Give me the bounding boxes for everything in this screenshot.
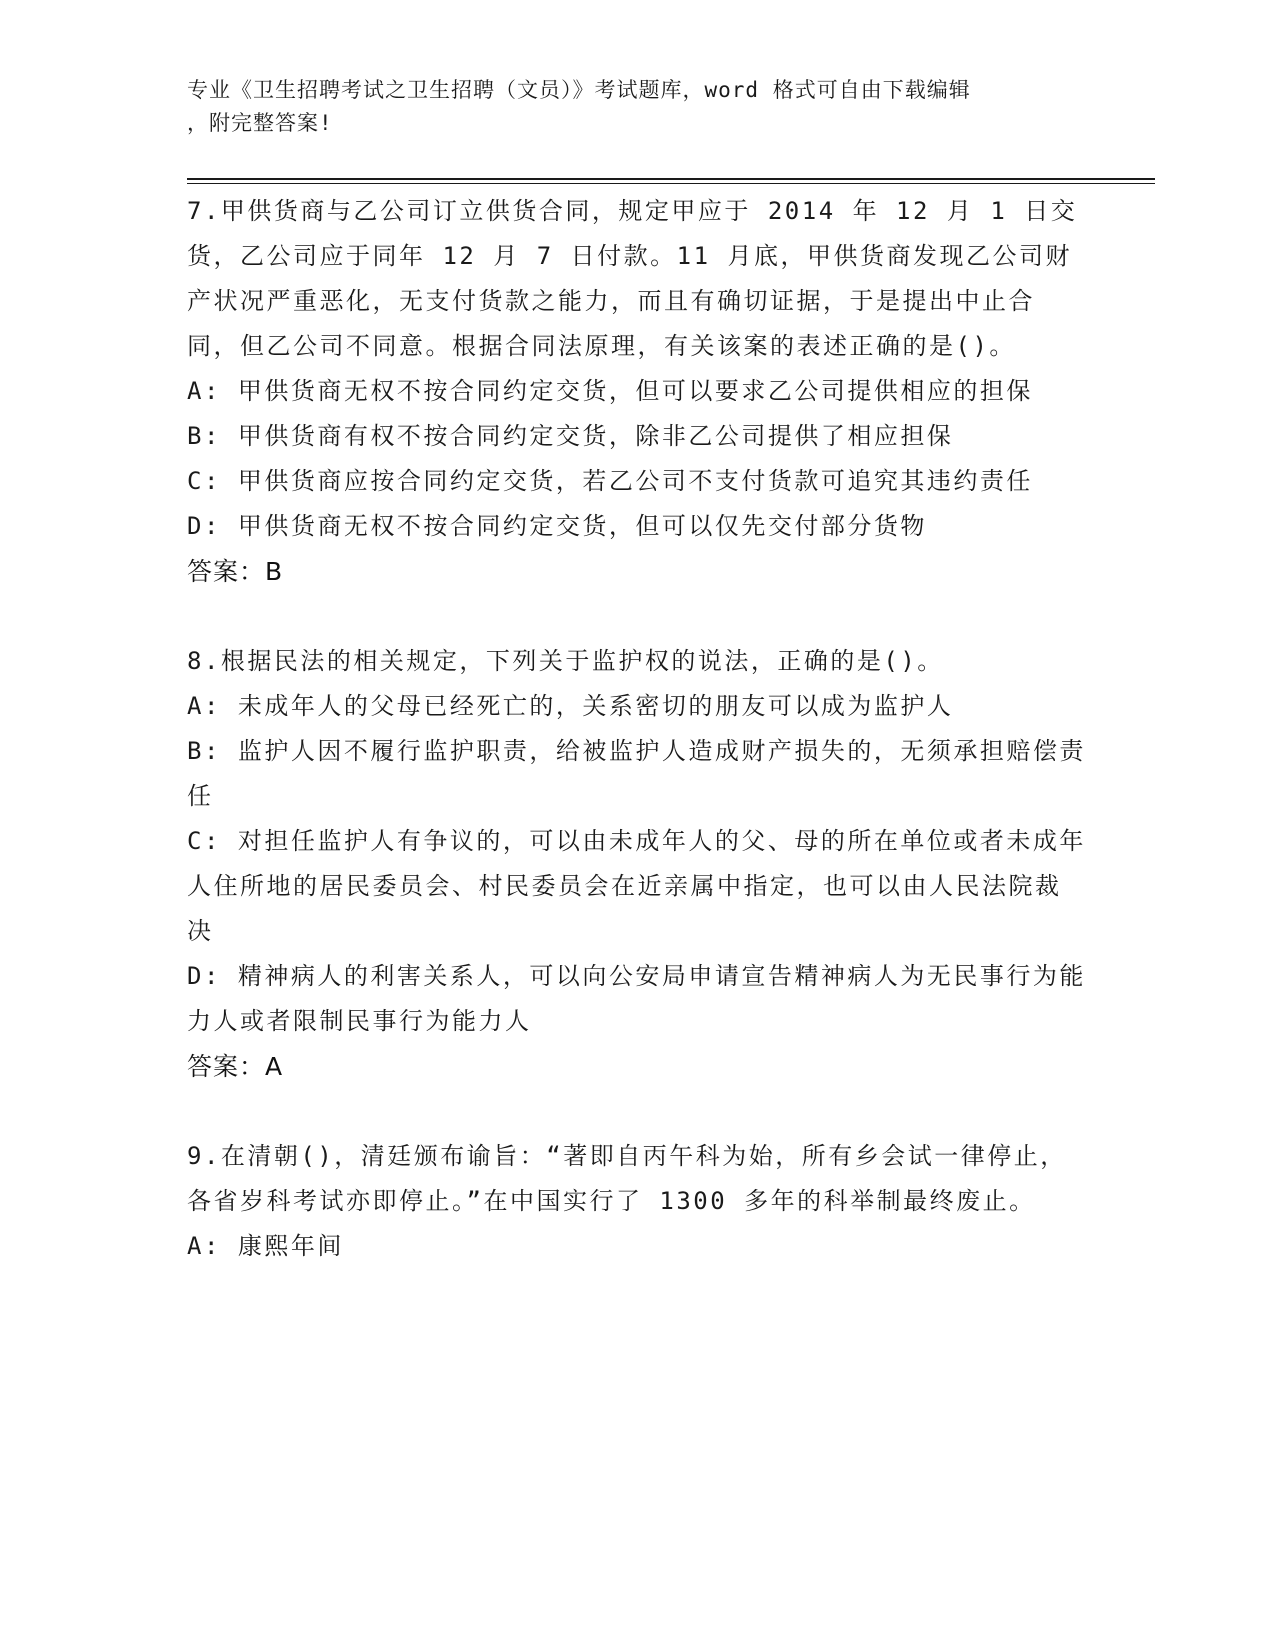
question-7: [187, 189, 1087, 594]
question-list: [187, 189, 1087, 1269]
question-stem: 7.甲供货商与乙公司订立供货合同，规定甲应于 2014 年 12 月 1 日交货，乙公司应于同年 12 月 7 日付款。11 月底，甲供货商发现乙公司财产状况严重恶化，无支付货款之能力，而且有确切证据，于是提出中止合同，但乙公司不同意。根据合同法原理，有关该案的表述正确的是()。: [187, 197, 1078, 360]
document-header: [187, 74, 1067, 140]
answer-label: 答案：A: [187, 1052, 284, 1081]
question-stem: 9.在清朝()，清廷颁布谕旨：“著即自丙午科为始，所有乡会试一律停止，各省岁科考试亦即停止。”在中国实行了 1300 多年的科举制最终废止。: [187, 1142, 1067, 1215]
answer-label: 答案：B: [187, 557, 284, 586]
option-d: D: 甲供货商无权不按合同约定交货，但可以仅先交付部分货物: [187, 512, 927, 540]
option-a: A: 康熙年间: [187, 1232, 344, 1260]
option-c: C: 对担任监护人有争议的，可以由未成年人的父、母的所在单位或者未成年人住所地的居民委员会、村民委员会在近亲属中指定，也可以由人民法院裁决: [187, 827, 1086, 945]
header-title-line-2: ，附完整答案!: [187, 111, 333, 135]
option-d: D: 精神病人的利害关系人，可以向公安局申请宣告精神病人为无民事行为能力人或者限制民事行为能力人: [187, 962, 1086, 1035]
header-title-line-1: 专业《卫生招聘考试之卫生招聘（文员）》考试题库，word 格式可自由下载编辑: [187, 78, 971, 102]
header-divider-thick: [187, 178, 1155, 180]
option-b: B: 甲供货商有权不按合同约定交货，除非乙公司提供了相应担保: [187, 422, 954, 450]
question-9: [187, 1134, 1087, 1269]
option-b: B: 监护人因不履行监护职责，给被监护人造成财产损失的，无须承担赔偿责任: [187, 737, 1086, 810]
header-divider-thin: [187, 183, 1155, 184]
option-c: C: 甲供货商应按合同约定交货，若乙公司不支付货款可追究其违约责任: [187, 467, 1033, 495]
option-a: A: 未成年人的父母已经死亡的，关系密切的朋友可以成为监护人: [187, 692, 954, 720]
question-8: [187, 639, 1087, 1089]
question-stem: 8.根据民法的相关规定，下列关于监护权的说法，正确的是()。: [187, 647, 944, 675]
option-a: A: 甲供货商无权不按合同约定交货，但可以要求乙公司提供相应的担保: [187, 377, 1033, 405]
